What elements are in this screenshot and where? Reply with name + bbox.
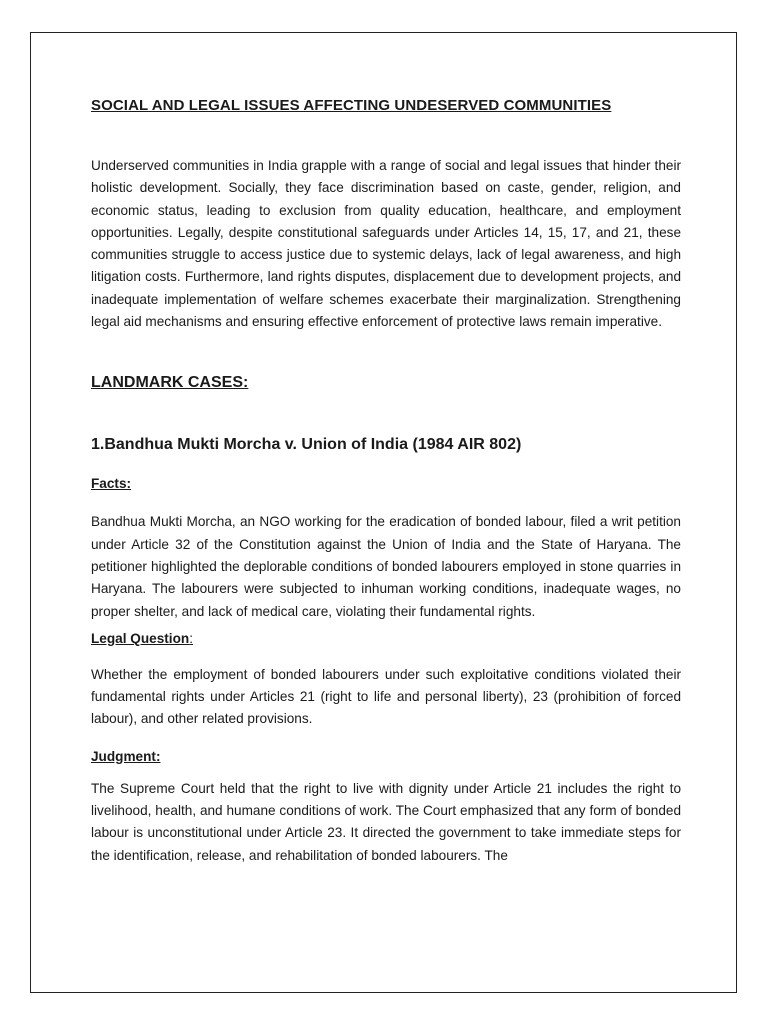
document-content bbox=[91, 95, 681, 867]
legal-question-heading-row bbox=[91, 628, 681, 650]
document-page bbox=[30, 32, 737, 993]
document-title: SOCIAL AND LEGAL ISSUES AFFECTING UNDESERVED COMMUNITIES bbox=[91, 97, 612, 114]
facts-heading: Facts: bbox=[91, 476, 132, 492]
section-heading-landmark-cases: LANDMARK CASES: bbox=[91, 374, 249, 392]
facts-paragraph: Bandhua Mukti Morcha, an NGO working for the eradication of bonded labour, filed a writ petition under Article 32 of the Constitution against the Union of India and the State of Haryana. The petitioner highlighted the deplorable conditions of bonded labourers employed in stone quarries in Haryana. The labourers were subjected to inhuman working conditions, inadequate wages, no proper shelter, and lack of medical care, violating their fundamental rights. bbox=[91, 514, 681, 619]
judgment-heading: Judgment: bbox=[91, 748, 161, 764]
legal-question-paragraph: Whether the employment of bonded labourers under such exploitative conditions violated their fundamental rights under Articles 21 (right to life and personal liberty), 23 (prohibition of forced labour), and other related provisions. bbox=[91, 666, 681, 727]
legal-question-heading: Legal Question bbox=[91, 630, 190, 646]
intro-paragraph: Underserved communities in India grapple with a range of social and legal issues that hinder their holistic development. Socially, they face discrimination based on caste, gender, religion, and economic status, leading to exclusion from quality education, healthcare, and employment opportunities. Legally, despite constitutional safeguards under Articles 14, 15, 17, and 21, these communities struggle to access justice due to systemic delays, lack of legal awareness, and high litigation costs. Furthermore, land rights disputes, displacement due to development projects, and inadequate implementation of welfare schemes exacerbate their marginalization. Strengthening legal aid mechanisms and ensuring effective enforcement of protective laws remain imperative. bbox=[91, 158, 681, 330]
legal-question-colon: : bbox=[189, 630, 193, 646]
judgment-paragraph: The Supreme Court held that the right to live with dignity under Article 21 includes the right to livelihood, health, and humane conditions of work. The Court emphasized that any form of bonded labour is unconstitutional under Article 23. It directed the government to take immediate steps for the identification, release, and rehabilitation of bonded labourers. The bbox=[91, 780, 681, 863]
case-title: 1.Bandhua Mukti Morcha v. Union of India (1984 AIR 802) bbox=[91, 436, 522, 454]
